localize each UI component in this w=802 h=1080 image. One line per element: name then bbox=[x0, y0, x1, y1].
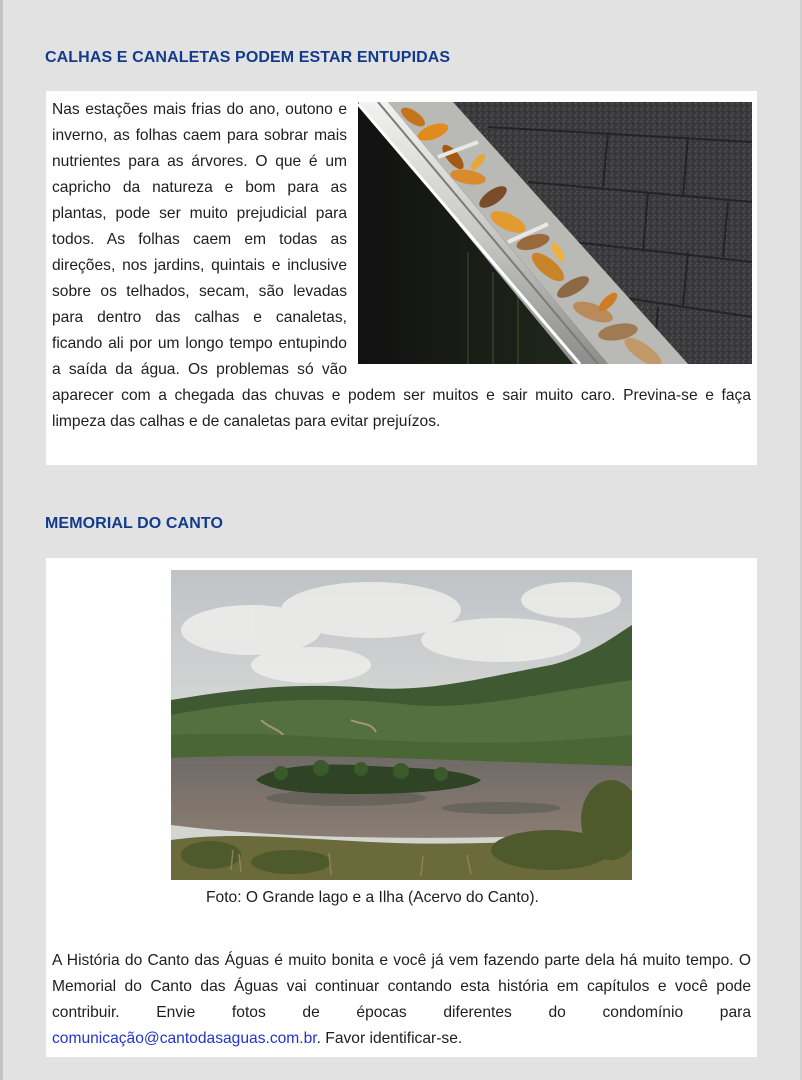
memorial-text-after-link: . Favor identificar-se. bbox=[316, 1030, 463, 1047]
photo-caption: Foto: O Grande lago e a Ilha (Acervo do Canto). bbox=[206, 889, 539, 906]
memorial-article-text bbox=[52, 948, 751, 1052]
email-link[interactable]: comunicação@cantodasaguas.com.br bbox=[52, 1030, 317, 1047]
memorial-text-before-link: A História do Canto das Águas é muito bonita e você já vem fazendo parte dela há muito tempo. O Memorial do Canto das Águas vai continuar contando esta história em capítulos e você pode contribuir. Envie fotos de épocas diferentes do condomínio para bbox=[52, 952, 751, 1021]
section-title-memorial: MEMORIAL DO CANTO bbox=[45, 515, 223, 532]
gutters-article-text: Nas estações mais frias do ano, outono e inverno, as folhas caem para sobrar mais nutrientes para as árvores. O que é um capricho da natureza e bom para as plantas, pode ser muito prejudicial para todos. As folhas caem em todas as direções, nos jardins, quintais e inclusive sobre os telhados, secam, são levadas para dentro das calhas e canaletas, ficando ali por um longo tempo entupindo a saída da água. Os problemas só vão aparecer com a chegada das chuvas e podem ser muitos e sair muito caro. Previna-se e faça limpeza das calhas e de canaletas para evitar prejuízos. bbox=[52, 101, 751, 430]
memorial-article-card bbox=[46, 558, 757, 1057]
roof-gutter-leaves-photo bbox=[358, 102, 752, 364]
left-frame-border bbox=[0, 0, 3, 1080]
lake-island-photo bbox=[171, 570, 632, 880]
gutters-article-card bbox=[46, 91, 757, 465]
section-title-gutters: CALHAS E CANALETAS PODEM ESTAR ENTUPIDAS bbox=[45, 49, 451, 66]
